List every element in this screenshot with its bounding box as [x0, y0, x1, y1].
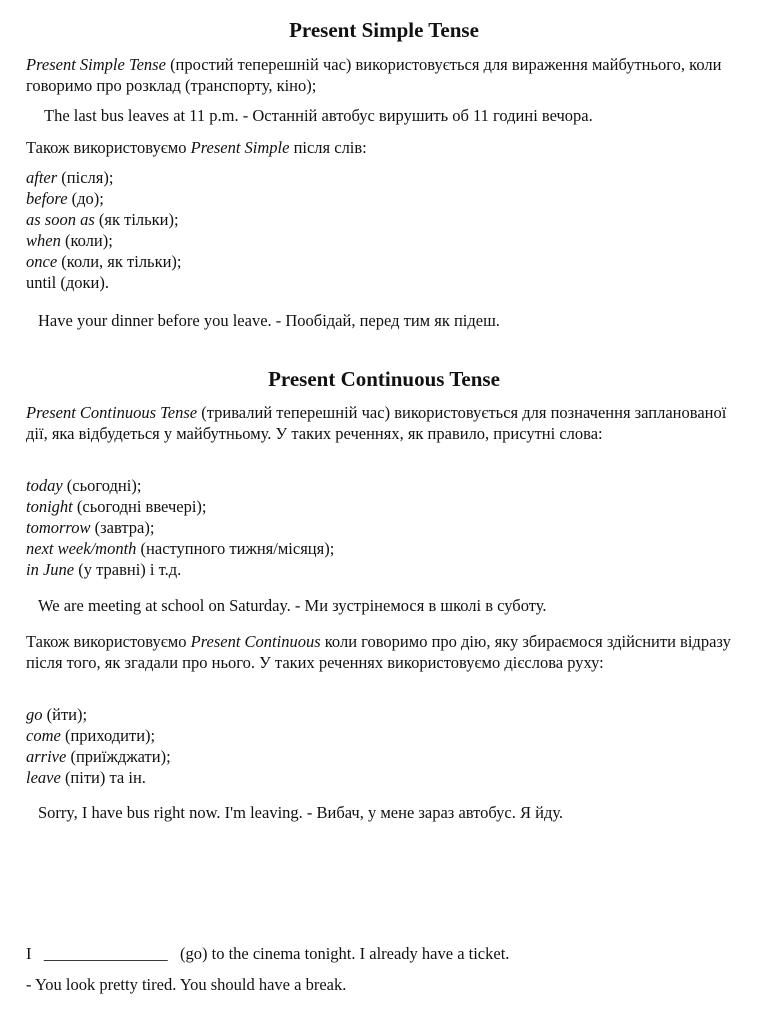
word-gloss: (коли, як тільки);: [57, 252, 182, 271]
verb-gloss: (йти);: [42, 705, 88, 724]
also-prefix: Також використовуємо: [26, 138, 191, 157]
word-term: tonight: [26, 497, 73, 516]
list-item: [26, 538, 334, 559]
word-term: today: [26, 476, 63, 495]
list-item: [26, 230, 182, 251]
word-gloss: (до);: [67, 189, 104, 208]
also-suffix: після слів:: [289, 138, 367, 157]
word-term: before: [26, 189, 68, 208]
word-gloss: (наступного тижня/місяця);: [136, 539, 335, 558]
present-continuous-intro: [26, 402, 736, 444]
exercise-question-1: [26, 943, 509, 964]
list-item: [26, 767, 171, 788]
word-gloss: (як тільки);: [94, 210, 179, 229]
present-simple-intro: [26, 54, 736, 96]
verb-term: come: [26, 726, 61, 745]
also-suffix: коли говоримо про дію, яку збираємося здійснити відразу після того, як згадали про нього. У таких реченнях використовуємо дієслова руху:: [26, 632, 731, 672]
verb-gloss: (приїжджати);: [66, 747, 171, 766]
list-item: [26, 188, 182, 209]
present-simple-word-list: [26, 167, 182, 293]
word-term: once: [26, 252, 58, 271]
list-item: [26, 725, 171, 746]
present-continuous-verb-list: [26, 704, 171, 788]
list-item: [26, 746, 171, 767]
list-item: [26, 517, 334, 538]
list-item: [26, 559, 334, 580]
present-continuous-intro-term: Present Continuous Tense: [26, 403, 198, 422]
verb-term: leave: [26, 768, 61, 787]
list-item-until: until (доки).: [26, 273, 109, 292]
exercise-q1-prefix: I: [26, 944, 32, 963]
word-term: tomorrow: [26, 518, 91, 537]
list-item: [26, 167, 182, 188]
word-term: after: [26, 168, 58, 187]
list-item: [26, 704, 171, 725]
word-term: when: [26, 231, 61, 250]
present-simple-title: Present Simple Tense: [289, 18, 479, 42]
present-simple-example-2: Have your dinner before you leave. - Пообідай, перед тим як підеш.: [38, 311, 500, 330]
present-simple-intro-term: Present Simple Tense: [26, 55, 166, 74]
also-prefix: Також використовуємо: [26, 632, 191, 651]
list-item: [26, 209, 182, 230]
verb-term: go: [26, 705, 43, 724]
also-term: Present Continuous: [190, 632, 321, 651]
verb-gloss: (піти) та ін.: [60, 768, 146, 787]
word-gloss: (сьогодні);: [62, 476, 142, 495]
list-item: [26, 251, 182, 272]
answer-blank[interactable]: _______________: [43, 944, 168, 963]
word-gloss: (сьогодні ввечері);: [72, 497, 207, 516]
present-continuous-example-2: Sorry, I have bus right now. I'm leaving. - Вибач, у мене зараз автобус. Я йду.: [38, 803, 564, 822]
word-gloss: (коли);: [60, 231, 113, 250]
list-item: [26, 475, 334, 496]
word-gloss: (завтра);: [90, 518, 155, 537]
present-continuous-word-list: [26, 475, 334, 580]
list-item: [26, 496, 334, 517]
verb-term: arrive: [26, 747, 67, 766]
exercise-q1-suffix: (go) to the cinema tonight. I already have a ticket.: [180, 944, 510, 963]
word-term: as soon as: [26, 210, 95, 229]
present-simple-intro-text: (простий теперешній час) використовується для вираження майбутнього, коли говоримо про розклад (транспорту, кіно);: [26, 55, 722, 95]
present-simple-example-1: The last bus leaves at 11 p.m. - Останній автобус вирушить об 11 годині вечора.: [44, 106, 593, 125]
present-continuous-title: Present Continuous Tense: [268, 367, 500, 391]
word-term: in June: [26, 560, 75, 579]
present-continuous-example-1: We are meeting at school on Saturday. - Ми зустрінемося в школі в суботу.: [38, 596, 547, 615]
present-simple-also: [26, 137, 736, 158]
word-term: next week/month: [26, 539, 137, 558]
present-continuous-intro-text: (тривалий теперешній час) використовується для позначення запланованої дії, яка відбудеться у майбутньому. У таких реченнях, як правило, присутні слова:: [26, 403, 727, 443]
word-gloss: (у травні) і т.д.: [74, 560, 182, 579]
also-term: Present Simple: [190, 138, 290, 157]
present-continuous-also: [26, 631, 736, 673]
exercise-question-2: - You look pretty tired. You should have a break.: [26, 975, 347, 994]
verb-gloss: (приходити);: [60, 726, 156, 745]
word-gloss: (після);: [57, 168, 114, 187]
